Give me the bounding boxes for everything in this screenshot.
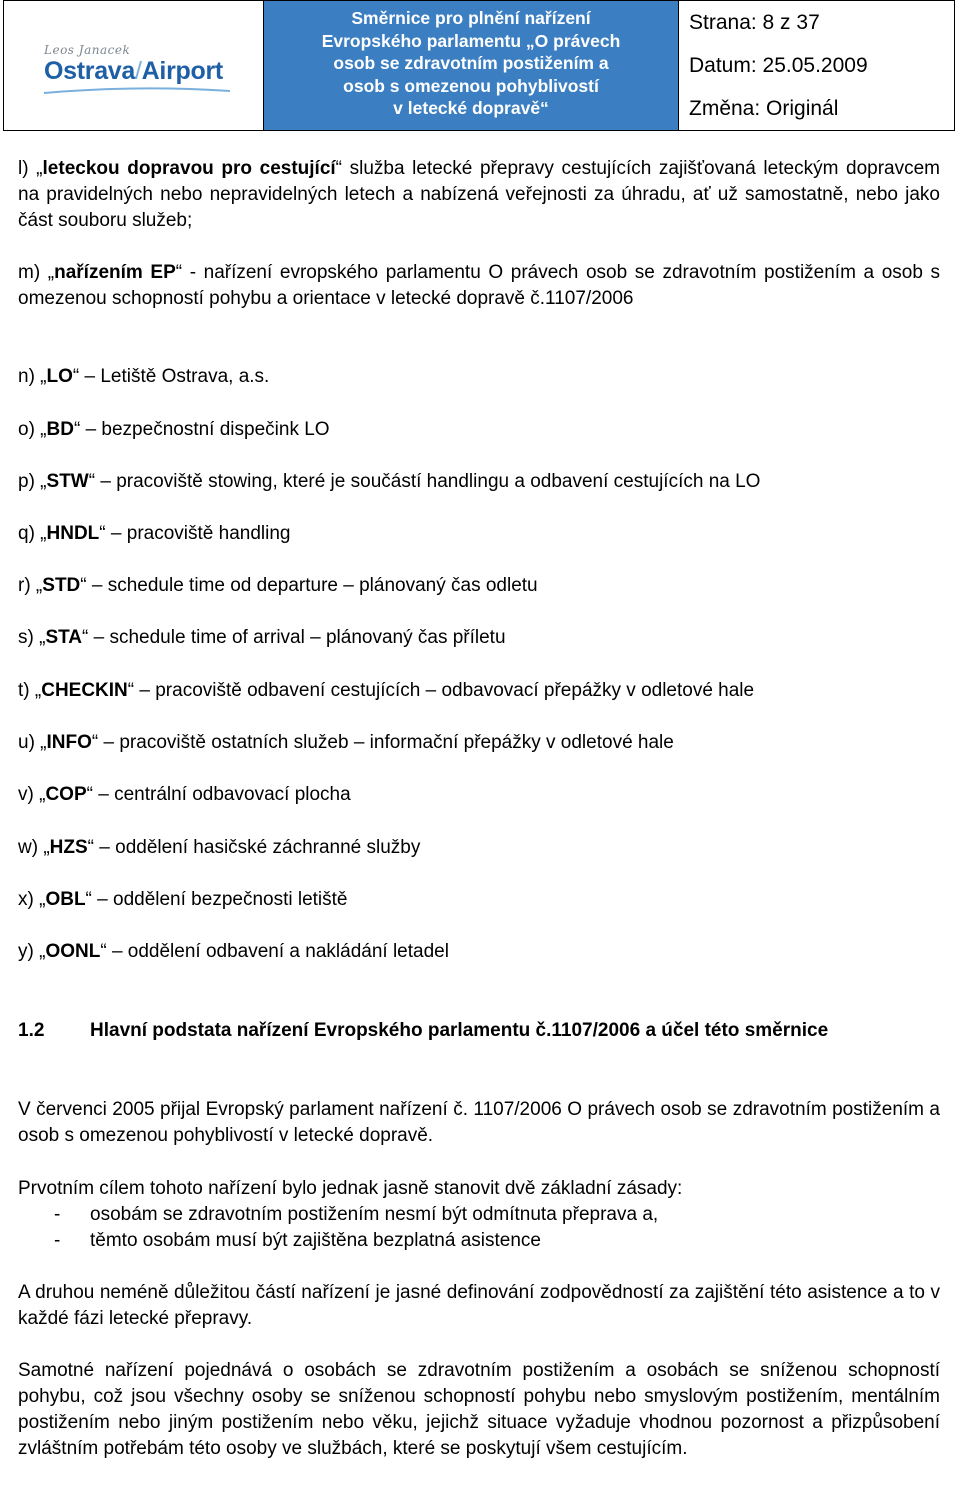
definition-n: n) „LO“ – Letiště Ostrava, a.s. bbox=[18, 366, 270, 387]
definition-letter: r) bbox=[18, 575, 31, 596]
title-line-4: osob s omezenou pohyblivostí bbox=[343, 75, 599, 96]
definition-term: STD bbox=[42, 575, 81, 596]
definition-s: s) „STA“ – schedule time of arrival – plánovaný čas příletu bbox=[18, 627, 506, 648]
definition-term: leteckou dopravou pro cestující bbox=[42, 158, 336, 179]
definition-text: – oddělení hasičské záchranné služby bbox=[99, 837, 421, 858]
definition-text: – pracoviště stowing, které je součástí handlingu a odbavení cestujících na LO bbox=[100, 471, 761, 492]
definition-term: COP bbox=[45, 784, 87, 805]
definition-letter: t) bbox=[18, 680, 30, 701]
definition-letter: v) bbox=[18, 784, 34, 805]
list-item-text: osobám se zdravotním postižením nesmí být odmítnuta přeprava a, bbox=[90, 1204, 659, 1225]
logo-slash-icon: / bbox=[135, 57, 142, 85]
title-line-2: Evropského parlamentu „O právech bbox=[321, 30, 621, 51]
definition-letter: q) bbox=[18, 523, 35, 544]
definition-r: r) „STD“ – schedule time od departure – plánovaný čas odletu bbox=[18, 575, 538, 596]
definition-l: l) „leteckou dopravou pro cestující“ služba letecké přepravy cestujících zajišťovaná leteckým dopravcem na pravidelných nebo nepravidelných letech a nabízená veřejnosti za úhradu, ať už samostatně, nebo jako část souboru služeb; bbox=[18, 158, 941, 231]
definition-text: – schedule time of arrival – plánovaný čas příletu bbox=[93, 627, 506, 648]
definition-text: – pracoviště odbavení cestujících – odbavovací přepážky v odletové hale bbox=[139, 680, 755, 701]
document-change: Změna: Originál bbox=[689, 97, 839, 120]
list-item bbox=[18, 1228, 940, 1254]
definition-letter: m) bbox=[18, 262, 41, 283]
definition-t: t) „CHECKIN“ – pracoviště odbavení cestujících – odbavovací přepážky v odletové hale bbox=[18, 680, 755, 701]
definition-letter: n) bbox=[18, 366, 35, 387]
definition-text: - nařízení evropského parlamentu O právech osob se zdravotním postižením a osob s omezenou schopností pohybu a orientace v letecké dopravě č.1107/2006 bbox=[18, 262, 940, 309]
definition-y: y) „OONL“ – oddělení odbavení a nakládání letadel bbox=[18, 941, 449, 962]
definition-letter: p) bbox=[18, 471, 35, 492]
definition-letter: y) bbox=[18, 941, 34, 962]
definition-term: STA bbox=[45, 627, 83, 648]
definition-text: – pracoviště ostatních služeb – informační přepážky v odletové hale bbox=[103, 732, 674, 753]
definition-letter: x) bbox=[18, 889, 34, 910]
document-header bbox=[3, 0, 955, 131]
definition-letter: s) bbox=[18, 627, 34, 648]
definition-term: nařízením EP bbox=[54, 262, 176, 283]
paragraph-3: A druhou neméně důležitou částí nařízení je jasné definování zodpovědností za zajištění této asistence a to v každé fázi letecké přepravy. bbox=[18, 1282, 940, 1329]
definition-letter: o) bbox=[18, 419, 35, 440]
definition-text: – bezpečnostní dispečink LO bbox=[85, 419, 330, 440]
logo-part-2: Airport bbox=[141, 57, 223, 85]
list-item bbox=[18, 1202, 940, 1228]
document-title bbox=[264, 1, 679, 130]
definition-v: v) „COP“ – centrální odbavovací plocha bbox=[18, 784, 351, 805]
definition-letter: l) bbox=[18, 158, 29, 179]
definition-u: u) „INFO“ – pracoviště ostatních služeb – informační přepážky v odletové hale bbox=[18, 732, 674, 753]
airport-logo bbox=[4, 1, 264, 130]
document-date: Datum: 25.05.2009 bbox=[689, 54, 868, 77]
page-number: Strana: 8 z 37 bbox=[689, 11, 820, 34]
definition-w: w) „HZS“ – oddělení hasičské záchranné služby bbox=[18, 837, 421, 858]
definition-term: OBL bbox=[45, 889, 86, 910]
definition-x: x) „OBL“ – oddělení bezpečnosti letiště bbox=[18, 889, 348, 910]
definition-letter: u) bbox=[18, 732, 35, 753]
logo-swoosh-icon bbox=[42, 85, 232, 97]
paragraph-4: Samotné nařízení pojednává o osobách se zdravotním postižením a osobách se sníženou schopností pohybu, což jsou všechny osoby se sníženou schopností pohybu nebo smyslovým postižením, mentálním postižením nebo jiným postižením nebo věku, jejichž situace vyžaduje vhodnou pozornost a přizpůsobení zvláštním potřebám této osoby ve službách, které se poskytují všem cestujícím. bbox=[18, 1360, 940, 1459]
definition-text: – Letiště Ostrava, a.s. bbox=[84, 366, 270, 387]
definition-term: BD bbox=[46, 419, 74, 440]
bullet-dash: - bbox=[54, 1230, 61, 1251]
title-line-3: osob se zdravotním postižením a bbox=[333, 53, 609, 73]
definition-term: STW bbox=[46, 471, 89, 492]
document-meta bbox=[679, 1, 954, 130]
definition-p: p) „STW“ – pracoviště stowing, které je součástí handlingu a odbavení cestujících na LO bbox=[18, 471, 761, 492]
definition-text: – oddělení odbavení a nakládání letadel bbox=[111, 941, 449, 962]
logo-part-1: Ostrava bbox=[44, 57, 136, 85]
definition-term: HZS bbox=[49, 837, 88, 858]
definition-text: – centrální odbavovací plocha bbox=[98, 784, 351, 805]
definition-term: LO bbox=[46, 366, 73, 387]
section-title: Hlavní podstata nařízení Evropského parlamentu č.1107/2006 a účel této směrnice bbox=[90, 1020, 829, 1041]
paragraph-2-intro: Prvotním cílem tohoto nařízení bylo jednak jasně stanovit dvě základní zásady: bbox=[18, 1178, 683, 1199]
bullet-dash: - bbox=[54, 1204, 61, 1225]
list-item-text: těmto osobám musí být zajištěna bezplatná asistence bbox=[90, 1230, 541, 1251]
definition-text: – oddělení bezpečnosti letiště bbox=[97, 889, 348, 910]
definition-term: OONL bbox=[45, 941, 101, 962]
definition-q: q) „HNDL“ – pracoviště handling bbox=[18, 523, 291, 544]
logo-wordmark bbox=[44, 57, 223, 86]
logo-script-text: Leos Janacek bbox=[44, 43, 131, 57]
definition-term: CHECKIN bbox=[41, 680, 128, 701]
title-line-5: v letecké dopravě“ bbox=[393, 98, 549, 118]
section-number: 1.2 bbox=[18, 1020, 45, 1041]
definition-m: m) „nařízením EP“ - nařízení evropského parlamentu O právech osob se zdravotním postižením a osob s omezenou schopností pohybu a orientace v letecké dopravě č.1107/2006 bbox=[18, 262, 940, 309]
definition-term: INFO bbox=[46, 732, 92, 753]
section-heading bbox=[18, 1018, 940, 1072]
title-line-1: Směrnice pro plnění nařízení bbox=[351, 8, 591, 28]
definition-text: – pracoviště handling bbox=[110, 523, 291, 544]
definition-letter: w) bbox=[18, 837, 39, 858]
definition-text: služba letecké přepravy cestujících zajišťovaná leteckým dopravcem na pravidelných nebo nepravidelných letech a nabízená veřejnosti za úhradu, ať už samostatně, nebo jako část souboru služeb; bbox=[18, 158, 941, 231]
definition-text: – schedule time od departure – plánovaný čas odletu bbox=[91, 575, 538, 596]
paragraph-1: V červenci 2005 přijal Evropský parlament nařízení č. 1107/2006 O právech osob se zdravotním postižením a osob s omezenou pohyblivostí v letecké dopravě. bbox=[18, 1099, 940, 1146]
definition-o: o) „BD“ – bezpečnostní dispečink LO bbox=[18, 419, 330, 440]
definition-term: HNDL bbox=[46, 523, 100, 544]
